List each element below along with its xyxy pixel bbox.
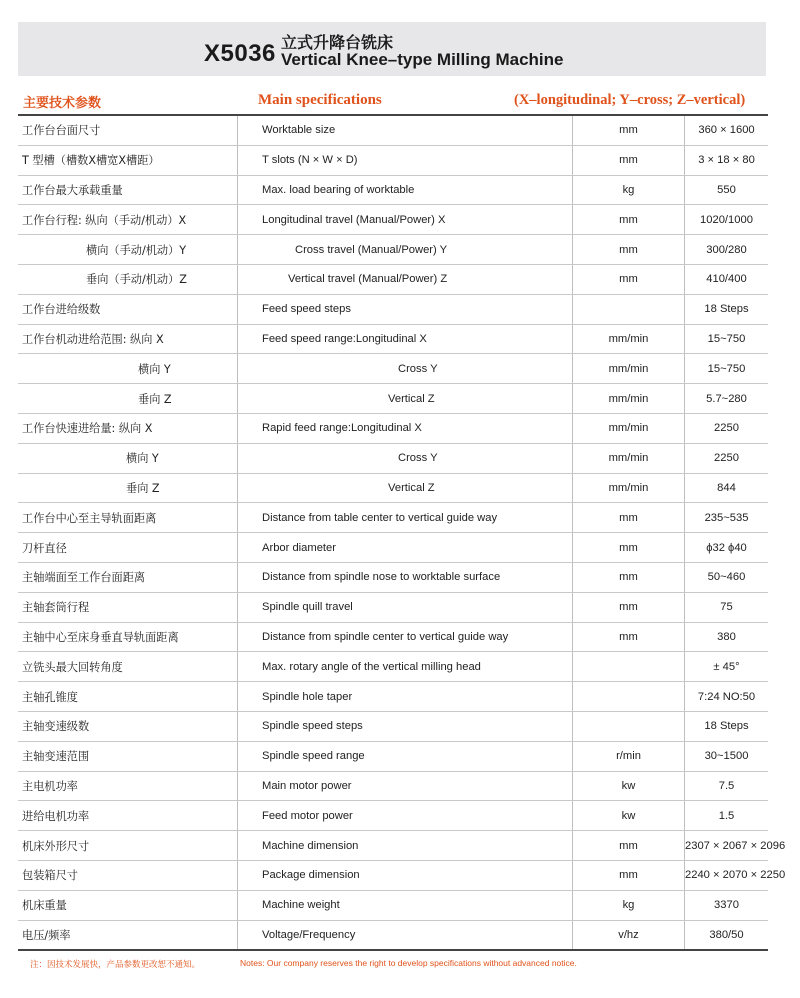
spec-row (18, 145, 768, 175)
spec-label-chinese: 主电机功率 (18, 771, 238, 801)
spec-value: ± 45° (685, 652, 769, 682)
spec-value: 380 (685, 622, 769, 652)
spec-value: 3 × 18 × 80 (685, 145, 769, 175)
spec-unit (573, 682, 685, 712)
spec-row (18, 264, 768, 294)
spec-label-english: Package dimension (238, 860, 573, 890)
spec-value: 75 (685, 592, 769, 622)
spec-label-english: Vertical travel (Manual/Power) Z (238, 264, 573, 294)
spec-value: 410/400 (685, 264, 769, 294)
spec-unit (573, 652, 685, 682)
spec-table-body (18, 116, 786, 950)
spec-label-chinese: 刀杆直径 (18, 533, 238, 563)
model-number: X5036 (204, 40, 276, 67)
spec-label-chinese: T 型槽（槽数X槽宽X槽距） (18, 145, 238, 175)
spec-label-chinese: 主轴孔锥度 (18, 682, 238, 712)
spec-value: 2250 (685, 443, 769, 473)
spec-label-english: Machine dimension (238, 831, 573, 861)
spec-label-english: Arbor diameter (238, 533, 573, 563)
spec-label-english: Cross Y (238, 443, 573, 473)
spec-table (18, 116, 786, 951)
spec-label-chinese: 横向（手动/机动）Y (18, 235, 238, 265)
spec-value: 380/50 (685, 920, 769, 950)
spec-label-english: Spindle speed steps (238, 711, 573, 741)
spec-label-chinese: 进给电机功率 (18, 801, 238, 831)
spec-label-english: Worktable size (238, 116, 573, 145)
spec-unit: kw (573, 801, 685, 831)
spec-value: 2240 × 2070 × 2250 (685, 860, 769, 890)
spec-row (18, 890, 768, 920)
spec-label-chinese: 垂向（手动/机动）Z (18, 264, 238, 294)
spec-label-english: Vertical Z (238, 473, 573, 503)
spec-row (18, 682, 768, 712)
spec-label-chinese: 主轴变速级数 (18, 711, 238, 741)
spec-label-chinese: 工作台中心至主导轨面距离 (18, 503, 238, 533)
section-label-english: Main specifications (258, 92, 382, 108)
section-label-chinese: 主要技术参数 (23, 96, 102, 111)
spec-row (18, 205, 768, 235)
spec-label-english: Distance from table center to vertical guide way (238, 503, 573, 533)
spec-row (18, 771, 768, 801)
spec-value: 18 Steps (685, 711, 769, 741)
spec-label-chinese: 包装箱尺寸 (18, 860, 238, 890)
spec-label-chinese: 工作台最大承载重量 (18, 175, 238, 205)
spec-unit: mm (573, 533, 685, 563)
spec-row (18, 920, 768, 950)
spec-label-chinese: 机床重量 (18, 890, 238, 920)
spec-label-chinese: 主轴变速范围 (18, 741, 238, 771)
spec-row (18, 473, 768, 503)
spec-unit: mm/min (573, 384, 685, 414)
spec-label-chinese: 立铣头最大回转角度 (18, 652, 238, 682)
spec-label-english: Spindle hole taper (238, 682, 573, 712)
spec-row (18, 324, 768, 354)
spec-label-chinese: 电压/频率 (18, 920, 238, 950)
spec-label-english: Feed motor power (238, 801, 573, 831)
spec-label-chinese: 主轴中心至床身垂直导轨面距离 (18, 622, 238, 652)
spec-row (18, 503, 768, 533)
spec-label-chinese: 工作台进给级数 (18, 294, 238, 324)
spec-unit: mm/min (573, 413, 685, 443)
spec-unit: mm (573, 592, 685, 622)
spec-label-chinese: 横向 Y (18, 443, 238, 473)
spec-label-chinese: 工作台机动进给范围: 纵向 X (18, 324, 238, 354)
spec-value: 1.5 (685, 801, 769, 831)
spec-label-chinese: 垂向 Z (18, 473, 238, 503)
spec-label-english: Feed speed steps (238, 294, 573, 324)
spec-unit: r/min (573, 741, 685, 771)
spec-row (18, 443, 768, 473)
spec-label-english: Longitudinal travel (Manual/Power) X (238, 205, 573, 235)
axis-note: (X–longitudinal; Y–cross; Z–vertical) (514, 92, 746, 108)
spec-row (18, 831, 768, 861)
spec-row (18, 622, 768, 652)
spec-label-chinese: 工作台行程: 纵向（手动/机动）X (18, 205, 238, 235)
spec-row (18, 860, 768, 890)
title-english: Vertical Knee–type Milling Machine (281, 50, 564, 69)
spec-unit: mm/min (573, 324, 685, 354)
spec-value: 5.7~280 (685, 384, 769, 414)
spec-value: 235~535 (685, 503, 769, 533)
note-english: Notes: Our company reserves the right to develop specifications without advanced notice. (240, 958, 577, 968)
spec-label-english: Cross travel (Manual/Power) Y (238, 235, 573, 265)
spec-unit: kw (573, 771, 685, 801)
spec-label-english: Distance from spindle nose to worktable surface (238, 562, 573, 592)
spec-value: 7.5 (685, 771, 769, 801)
spec-label-english: Machine weight (238, 890, 573, 920)
spec-label-chinese: 横向 Y (18, 354, 238, 384)
spec-row (18, 741, 768, 771)
spec-label-chinese: 主轴端面至工作台面距离 (18, 562, 238, 592)
spec-label-english: Vertical Z (238, 384, 573, 414)
spec-row (18, 175, 768, 205)
title-chinese: 立式升降台铣床 (281, 33, 394, 52)
spec-value: ϕ32 ϕ40 (685, 533, 769, 563)
spec-row (18, 116, 768, 145)
spec-value: 15~750 (685, 354, 769, 384)
spec-row (18, 384, 768, 414)
spec-unit: mm (573, 116, 685, 145)
spec-value: 3370 (685, 890, 769, 920)
spec-label-english: Max. load bearing of worktable (238, 175, 573, 205)
spec-label-english: Main motor power (238, 771, 573, 801)
spec-unit: mm (573, 264, 685, 294)
spec-value: 300/280 (685, 235, 769, 265)
spec-value: 2307 × 2067 × 2096 (685, 831, 769, 861)
spec-unit (573, 294, 685, 324)
spec-row (18, 235, 768, 265)
spec-row (18, 562, 768, 592)
spec-unit: mm (573, 145, 685, 175)
spec-unit: mm/min (573, 354, 685, 384)
spec-unit: mm (573, 503, 685, 533)
spec-unit (573, 711, 685, 741)
spec-value: 844 (685, 473, 769, 503)
spec-label-chinese: 垂向 Z (18, 384, 238, 414)
spec-unit: mm (573, 562, 685, 592)
spec-label-english: Feed speed range:Longitudinal X (238, 324, 573, 354)
spec-unit: mm (573, 860, 685, 890)
spec-label-chinese: 主轴套筒行程 (18, 592, 238, 622)
spec-label-chinese: 工作台快速进给量: 纵向 X (18, 413, 238, 443)
spec-value: 360 × 1600 (685, 116, 769, 145)
spec-label-english: T slots (N × W × D) (238, 145, 573, 175)
spec-unit: mm (573, 235, 685, 265)
spec-row (18, 652, 768, 682)
spec-row (18, 801, 768, 831)
spec-label-english: Cross Y (238, 354, 573, 384)
spec-label-chinese: 机床外形尺寸 (18, 831, 238, 861)
spec-value: 2250 (685, 413, 769, 443)
spec-label-english: Rapid feed range:Longitudinal X (238, 413, 573, 443)
spec-row (18, 413, 768, 443)
spec-row (18, 294, 768, 324)
spec-unit: mm (573, 205, 685, 235)
spec-unit: v/hz (573, 920, 685, 950)
spec-value: 1020/1000 (685, 205, 769, 235)
note-chinese: 注：因技术发展快，产品参数更改恕不通知。 (30, 960, 201, 970)
spec-value: 50~460 (685, 562, 769, 592)
spec-row (18, 592, 768, 622)
spec-unit: mm/min (573, 473, 685, 503)
spec-label-english: Spindle quill travel (238, 592, 573, 622)
spec-unit: mm (573, 831, 685, 861)
spec-row (18, 533, 768, 563)
spec-label-english: Spindle speed range (238, 741, 573, 771)
spec-row (18, 354, 768, 384)
spec-value: 7:24 NO:50 (685, 682, 769, 712)
spec-label-english: Distance from spindle center to vertical guide way (238, 622, 573, 652)
spec-value: 15~750 (685, 324, 769, 354)
spec-row (18, 711, 768, 741)
spec-value: 18 Steps (685, 294, 769, 324)
spec-label-chinese: 工作台台面尺寸 (18, 116, 238, 145)
spec-value: 550 (685, 175, 769, 205)
spec-unit: mm (573, 622, 685, 652)
spec-label-english: Max. rotary angle of the vertical milling head (238, 652, 573, 682)
spec-unit: kg (573, 890, 685, 920)
spec-unit: mm/min (573, 443, 685, 473)
spec-value: 30~1500 (685, 741, 769, 771)
spec-label-english: Voltage/Frequency (238, 920, 573, 950)
spec-unit: kg (573, 175, 685, 205)
